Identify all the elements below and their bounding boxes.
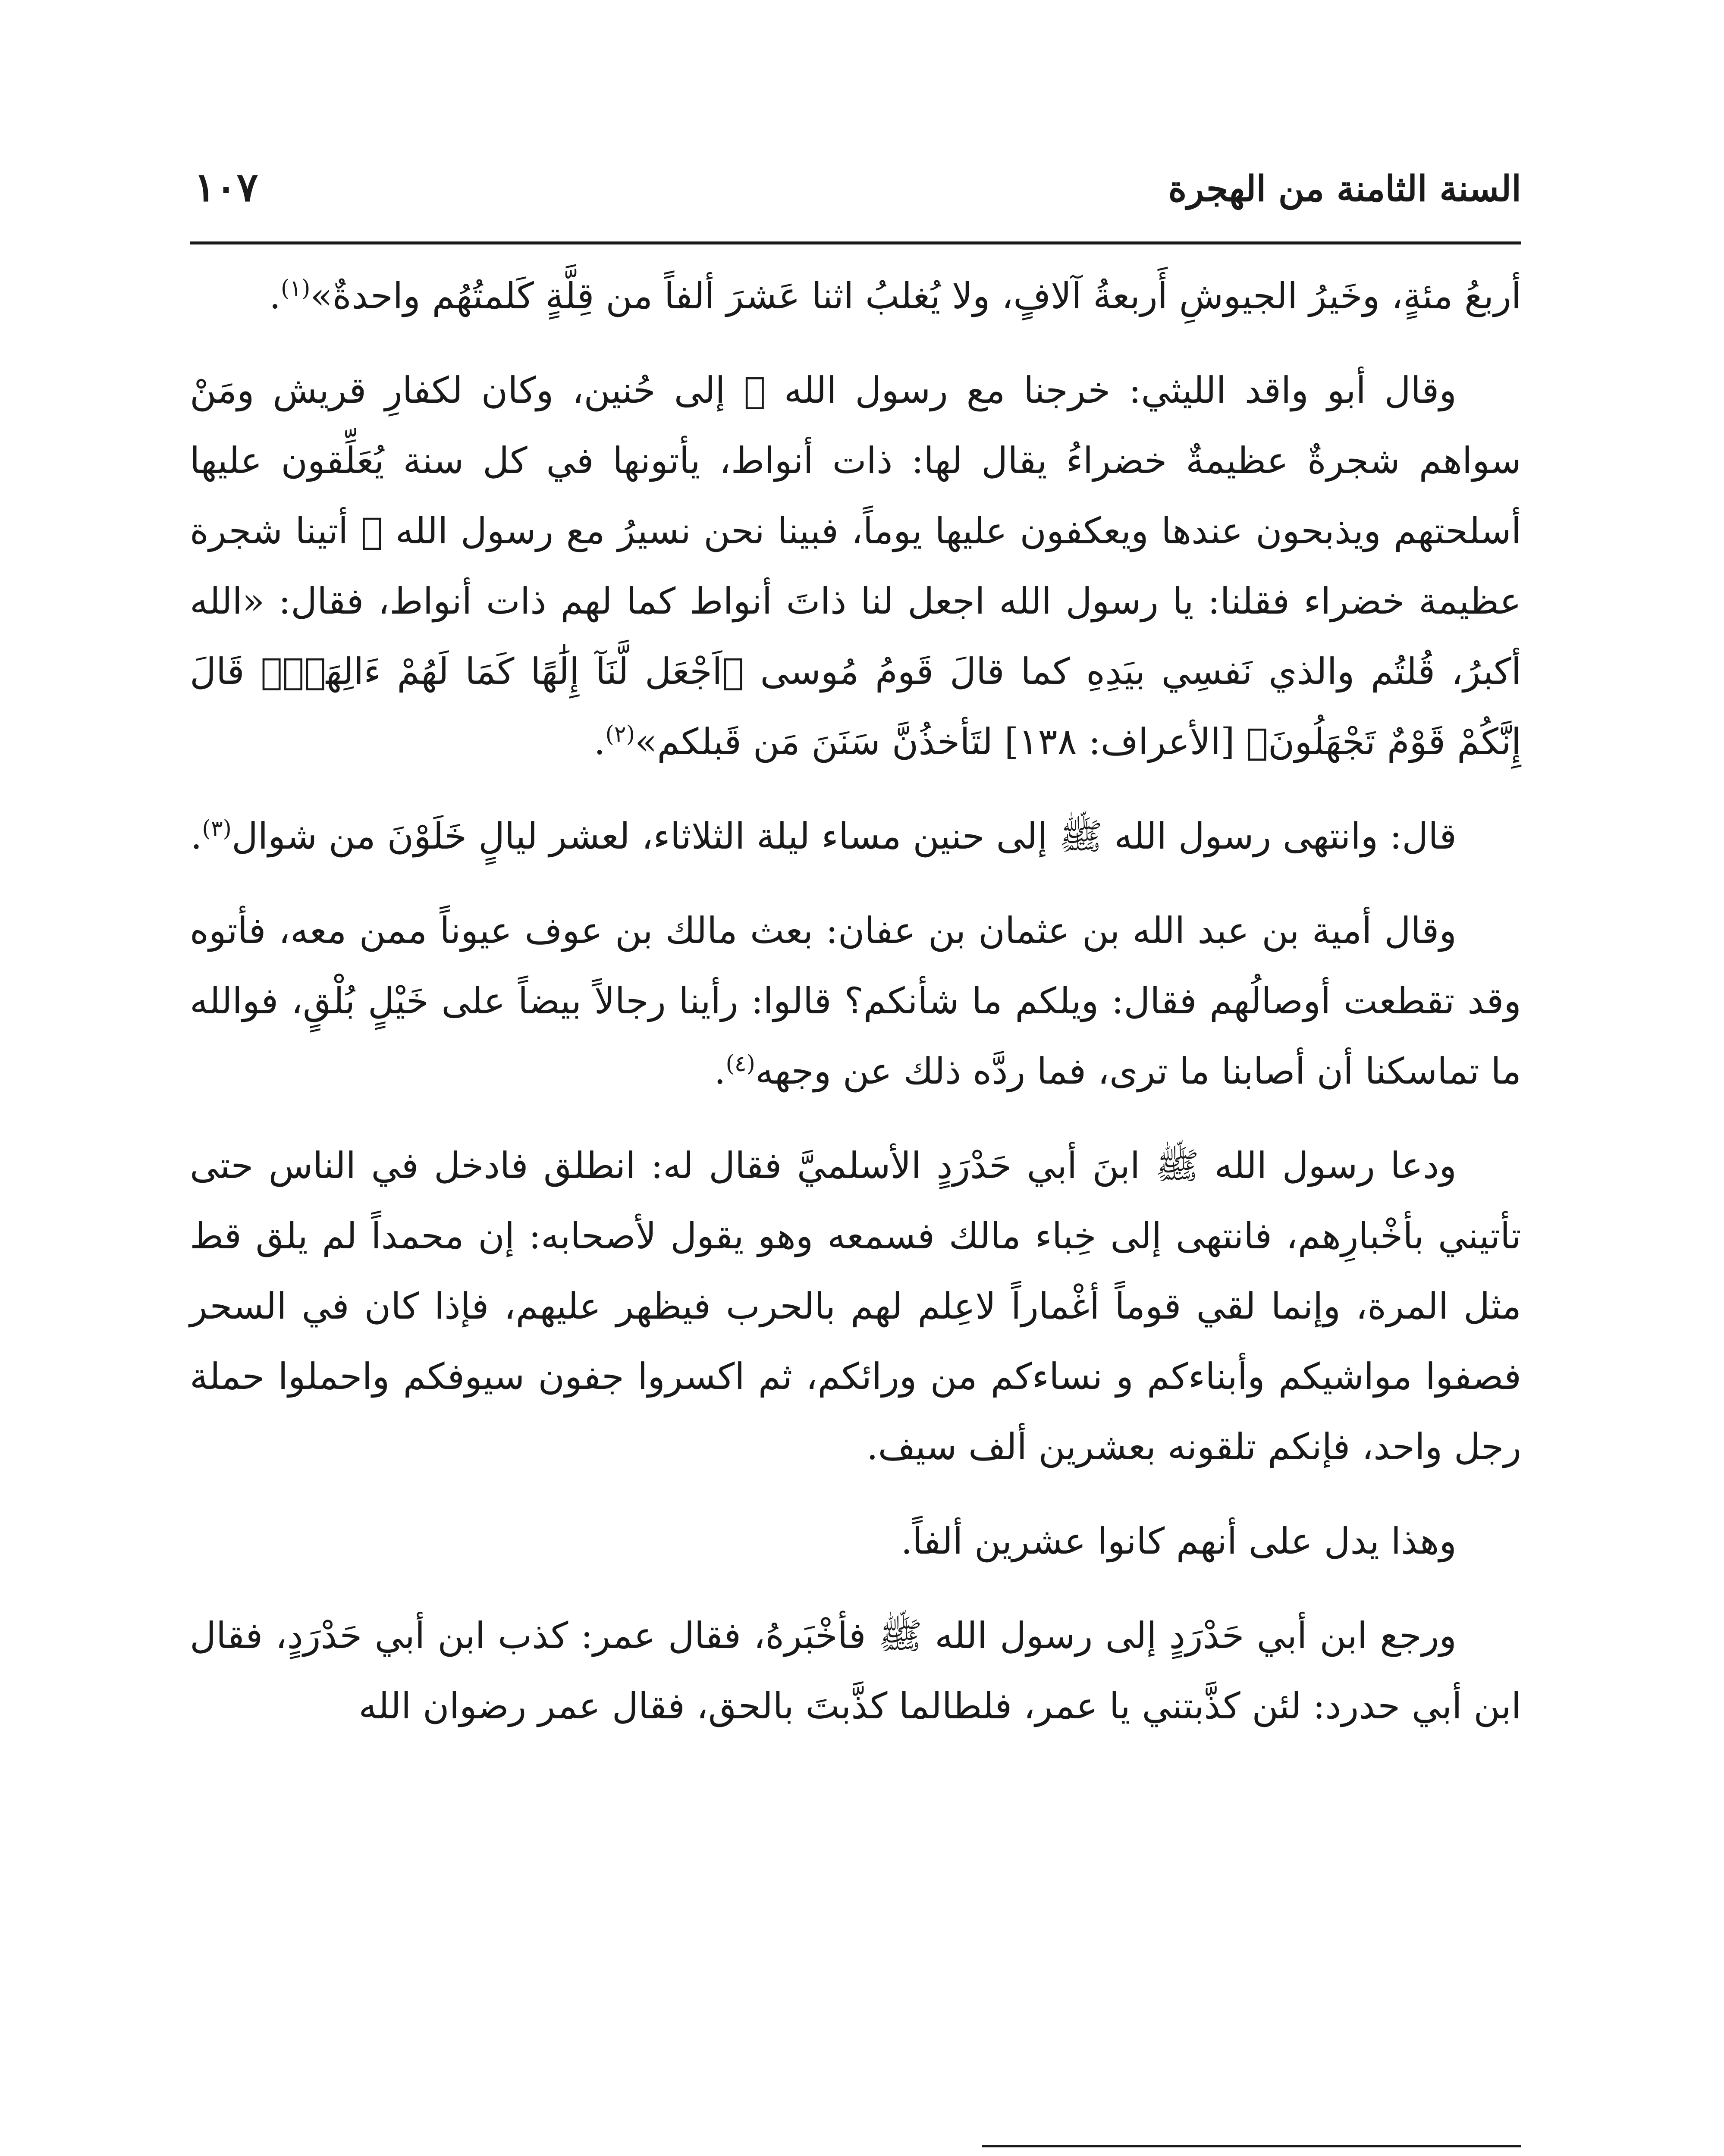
footnote-ref-2: (٢) [605,721,635,747]
paragraph-text: وقال أمية بن عبد الله بن عثمان بن عفان: بعث مالك بن عوف عيوناً ممن معه، فأتوه وقد تقطعت أوصالُهم فقال: ويلكم ما شأنكم؟ قالوا: رأينا رجالاً بيضاً على خَيْلٍ بُلْقٍ، فوالله ما تماسكنا أن أصابنا ما ترى، فما ردَّه ذلك عن وجهه [190,909,1521,1092]
header-rule [190,241,1521,244]
paragraph-text: ودعا رسول الله ﷺ ابنَ أبي حَدْرَدٍ الأسلميَّ فقال له: انطلق فادخل في الناس حتى تأتيني بأخْبارِهم، فانتهى إلى خِباء مالك فسمعه وهو يقول لأصحابه: إن محمداً لم يلق قط مثل المرة، وإنما لقي قوماً أغْماراً لاعِلم لهم بالحرب فيظهر عليهم، فإذا كان في السحر فصفوا مواشيكم وأبناءكم و نساءكم من ورائكم، ثم اكسروا جفون سيوفكم واحملوا حملة رجل واحد، فإنكم تلقونه بعشرين ألف سيف. [190,1144,1521,1468]
footnote-ref-4: (٤) [725,1051,755,1077]
running-title: السنة الثامنة من الهجرة [1168,168,1521,210]
footnote-ref-1: (١) [280,276,311,301]
paragraph-end: . [269,275,281,317]
paragraph-text: وهذا يدل على أنهم كانوا عشرين ألفاً. [901,1520,1457,1562]
footnote-ref-3: (٣) [202,816,232,842]
paragraph-text: أربعُ مئةٍ، وخَيرُ الجيوشِ أَربعةُ آلافٍ، ولا يُغلبُ اثنا عَشرَ ألفاً من قِلَّةٍ كَلمتُهُم واحدةٌ» [310,275,1521,317]
paragraph-end: . [190,815,202,857]
page-header [190,164,1521,229]
paragraph-end: . [594,721,606,763]
paragraph-text: قال: وانتهى رسول الله ﷺ إلى حنين مساء ليلة الثلاثاء، لعشر ليالٍ خَلَوْنَ من شوال [231,815,1457,857]
paragraph-3 [190,801,1521,871]
paragraph-6 [190,1506,1521,1576]
page-number: ١٠٧ [194,164,258,210]
paragraph-text: وقال أبو واقد الليثي: خرجنا مع رسول الله ﷺ إلى حُنين، وكان لكفارِ قريش ومَنْ سواهم شجرةٌ عظيمةٌ خضراءُ يقال لها: ذات أنواط، يأتونها في كل سنة يُعَلِّقون عليها أسلحتهم ويذبحون عندها ويعكفون عليها يوماً، فبينا نحن نسيرُ مع رسول الله ﷺ أتينا شجرة عظيمة خضراء فقلنا: يا رسول الله اجعل لنا ذاتَ أنواط كما لهم ذات أنواط، فقال: «الله أكبرُ، قُلتُم والذي نَفسِي بيَدِهِ كما قالَ قَومُ مُوسى ﴿اَجْعَل لَّنَآ إِلَٰهًا كَمَا لَهُمْ ءَالِهَةٌۚ قَالَ إِنَّكُمْ قَوْمٌ تَجْهَلُونَ﴾ [الأعراف: ١٣٨] لتَأخذُنَّ سَنَنَ مَن قَبلكم» [190,369,1521,763]
paragraph-1 [190,261,1521,331]
paragraph-7 [190,1601,1521,1741]
footnote-rule [982,2145,1521,2147]
paragraph-4 [190,896,1521,1106]
paragraph-5 [190,1131,1521,1482]
paragraph-2 [190,355,1521,777]
paragraph-text: ورجع ابن أبي حَدْرَدٍ إلى رسول الله ﷺ فأخْبَرهُ، فقال عمر: كذب ابن أبي حَدْرَدٍ، فقال ابن أبي حدرد: لئن كذَّبتني يا عمر، فلطالما كذَّبتَ بالحق، فقال عمر رضوان الله [190,1614,1521,1727]
paragraph-end: . [714,1050,726,1092]
main-text [190,261,1521,1765]
